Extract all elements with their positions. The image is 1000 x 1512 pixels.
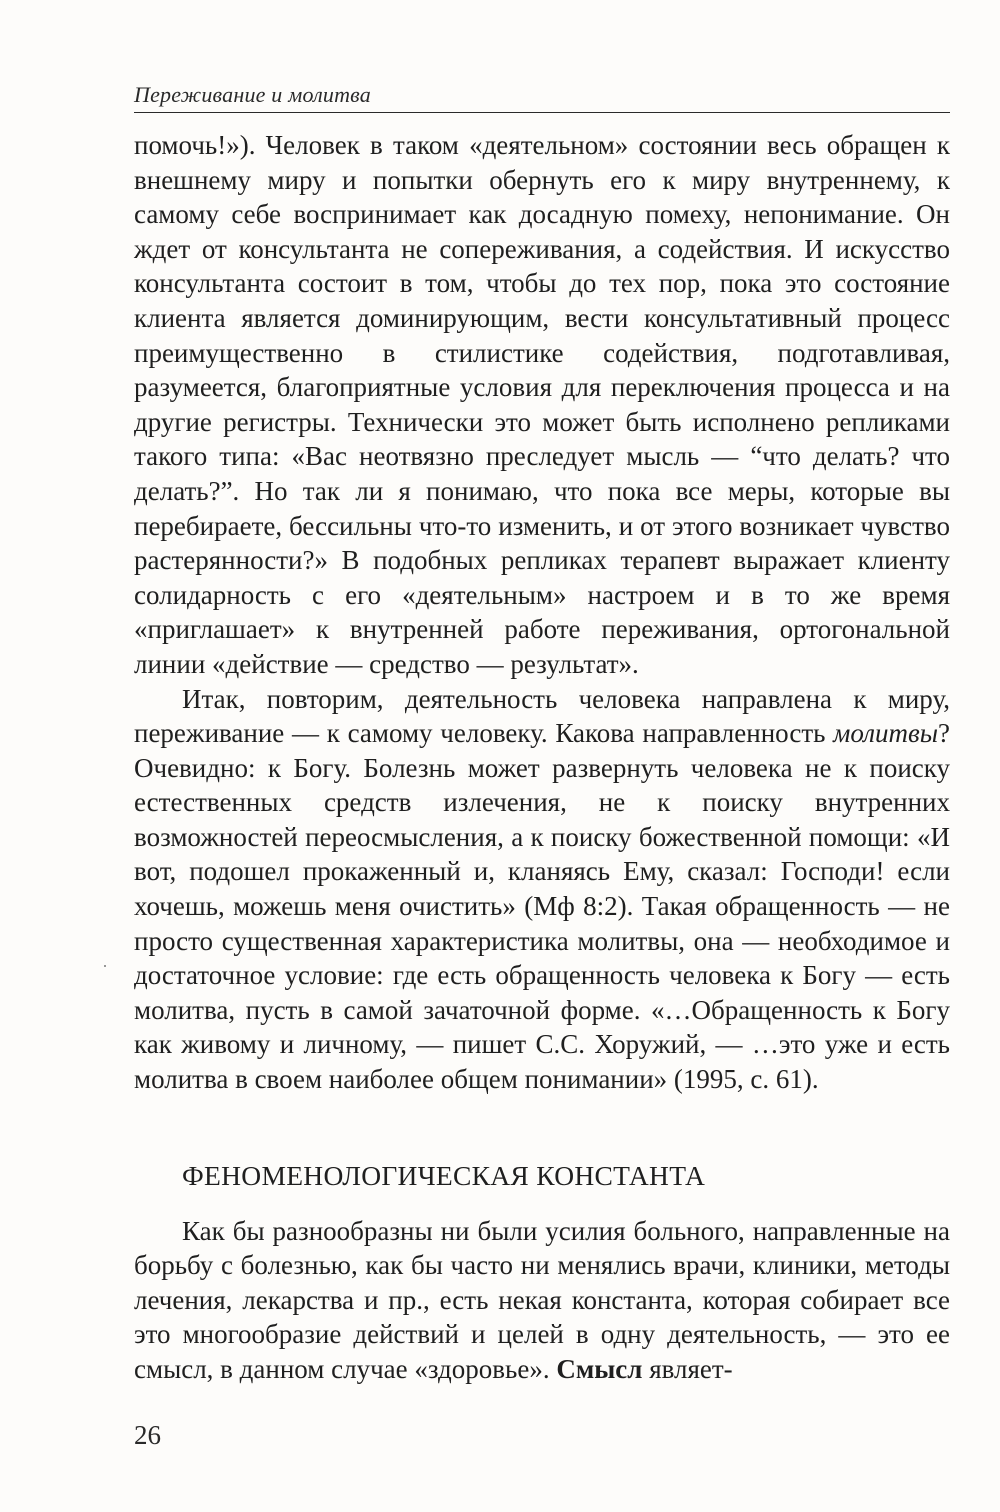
page-number: 26 <box>134 1420 161 1450</box>
paragraph-text: являет- <box>642 1354 733 1384</box>
emphasis-text: молитвы <box>833 718 939 749</box>
running-header: Переживание и молитва <box>134 82 371 107</box>
header-rule <box>134 112 950 113</box>
paragraph-phenomenological-constant <box>134 1214 950 1387</box>
paragraph-text: Как бы разнообразны ни были усилия больного, направленные на борьбу с болезнью, как бы часто ни менялись врачи, клиники, методы лечения, лекарства и пр., есть некая константа, которая собирает все это многообразие действий и целей в одну деятельность, — это ее смысл, в данном случае «здоровье». <box>134 1215 950 1384</box>
paragraph-prayer-orientation <box>134 682 950 1097</box>
paragraph-continuation: помочь!»). Человек в таком «деятельном» состоянии весь обращен к внешнему миру и попытки обернуть его к миру внутреннему, к самому себе воспринимает как досадную помеху, непонимание. Он ждет от консультанта не сопереживания, а содействия. И искусство консультанта состоит в том, чтобы до тех пор, пока это состояние клиента является доминирующим, вести консультативный процесс преимущественно в стилистике содействия, подготавливая, разумеется, благоприятные условия для переключения процесса и на другие регистры. Технически это может быть исполнено репликами такого типа: «Вас неотвязно преследует мысль — “что делать? что делать?”. Но так ли я понимаю, что пока все меры, которые вы перебираете, бессильны что-то изменить, и от этого возникает чувство растерянности?» В подобных репликах терапевт выражает клиенту солидарность с его «деятельным» настроем и в то же время «приглашает» к внутренней работе переживания, ортогональной линии «действие — средство — результат». <box>134 130 950 679</box>
paragraph-text: Итак, повторим, деятельность человека направлена к миру, переживание — к самому человеку. Какова направленность <box>134 683 950 749</box>
section-heading: ФЕНОМЕНОЛОГИЧЕСКАЯ КОНСТАНТА <box>182 1159 706 1191</box>
main-text <box>134 128 950 1387</box>
paragraph-text: ? Очевидно: к Богу. Болезнь может развернуть человека не к поиску естественных средств излечения, не к поиску внутренних возможностей переосмысления, а к поиску божественной помощи: «И вот, подошел прокаженный и, кланяясь Ему, сказал: Господи! если хочешь, можешь меня очистить» (Мф 8:2). Такая обращенность — не просто существенная характеристика молитвы, она — необходимое и достаточное условие: где есть обращенность человека к Богу — есть молитва, пусть в самой зачаточной форме. «…Обращенность к Богу как живому и личному, — пишет С.С. Хоружий, — …это уже и есть молитва в своем наиболее общем понимании» (1995, с. 61). <box>134 718 950 1095</box>
bold-term: Смысл <box>556 1354 643 1384</box>
margin-mark <box>104 965 106 967</box>
